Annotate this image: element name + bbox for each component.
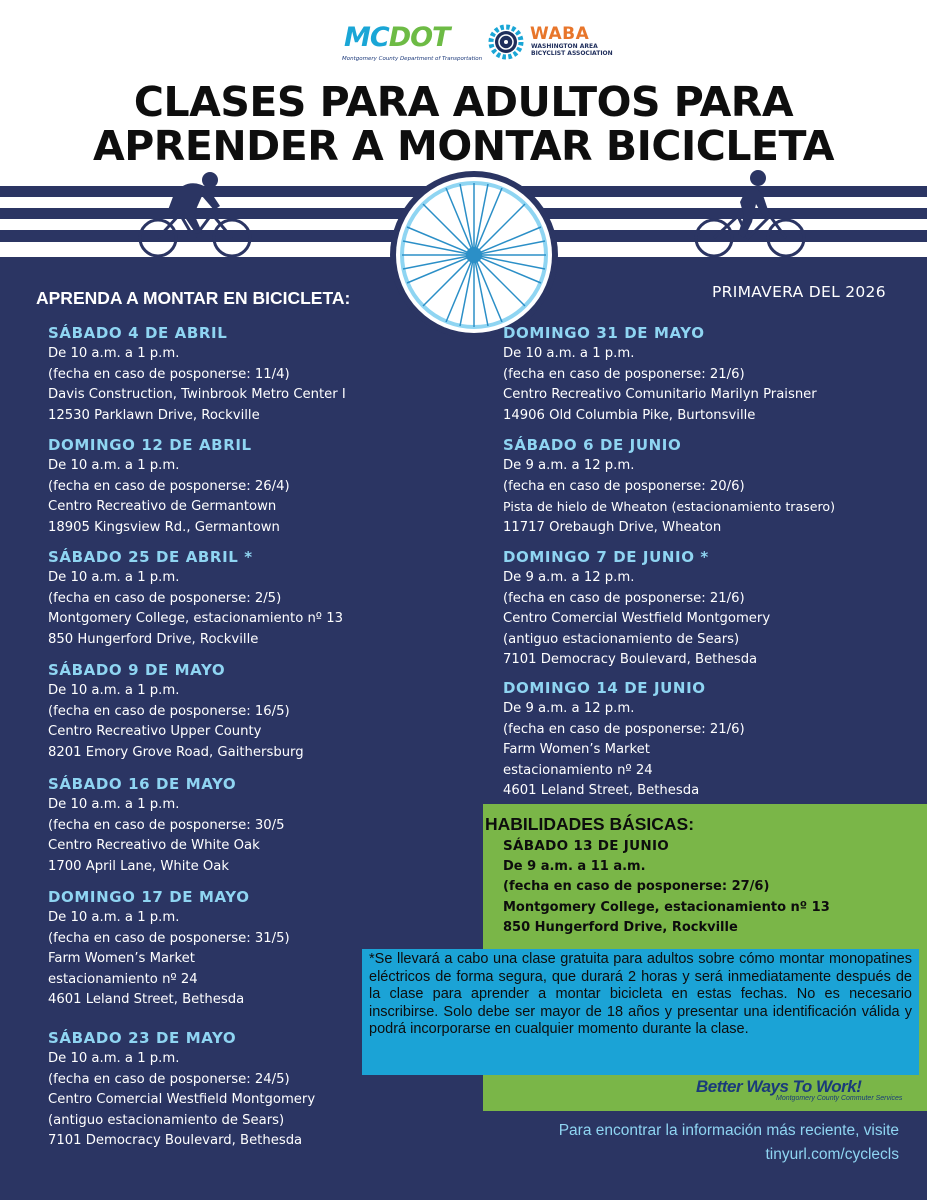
event-left-2: DOMINGO 12 DE ABRIL De 10 a.m. a 1 p.m. (fecha en caso de posponerse: 26/4) Centro Recreativo de Germantown 18905 Kingsview Rd., Germantown bbox=[48, 436, 290, 535]
section-heading: APRENDA A MONTAR EN BICICLETA: bbox=[36, 288, 351, 308]
cyclist-right-icon bbox=[692, 166, 810, 258]
event-left-7: SÁBADO 23 DE MAYO De 10 a.m. a 1 p.m. (fecha en caso de posponerse: 24/5) Centro Comercial Westfield Montgomery (antiguo estacionamiento de Sears) 7101 Democracy Boulevard, Bethesda bbox=[48, 1029, 316, 1148]
footer-text: Para encontrar la información más reciente, visite bbox=[558, 1122, 899, 1139]
better-ways-to-work-logo: Better Ways To Work! Montgomery County Commuter Services bbox=[696, 1077, 903, 1102]
waba-subtitle: WASHINGTON AREA BICYCLIST ASSOCIATION bbox=[531, 43, 613, 57]
cyclist-left-icon bbox=[128, 166, 256, 258]
page-title: CLASES PARA ADULTOS PARA APRENDER A MONTAR BICICLETA bbox=[93, 78, 834, 170]
mcdot-logo: MCDOT bbox=[344, 22, 450, 53]
bicycle-wheel-icon bbox=[386, 167, 562, 343]
season-label: PRIMAVERA DEL 2026 bbox=[712, 283, 886, 301]
event-right-3: DOMINGO 7 DE JUNIO * De 9 a.m. a 12 p.m. (fecha en caso de posponerse: 21/6) Centro Comercial Westfield Montgomery (antiguo estacionamiento de Sears) 7101 Democracy Boulevard, Bethesda bbox=[503, 548, 771, 667]
event-right-1: DOMINGO 31 DE MAYO De 10 a.m. a 1 p.m. (fecha en caso de posponerse: 21/6) Centro Recreativo Comunitario Marilyn Praisner 14906 Old Columbia Pike, Burtonsville bbox=[503, 324, 817, 423]
event-left-5: SÁBADO 16 DE MAYO De 10 a.m. a 1 p.m. (fecha en caso de posponerse: 30/5 Centro Recreativo de White Oak 1700 April Lane, White Oak bbox=[48, 775, 285, 874]
event-right-2: SÁBADO 6 DE JUNIO De 9 a.m. a 12 p.m. (fecha en caso de posponerse: 20/6) Pista de hielo de Wheaton (estacionamiento trasero) 11717 Orebaugh Drive, Wheaton bbox=[503, 436, 835, 535]
logo-bar bbox=[0, 18, 927, 68]
event-left-1: SÁBADO 4 DE ABRIL De 10 a.m. a 1 p.m. (fecha en caso de posponerse: 11/4) Davis Construction, Twinbrook Metro Center I 12530 Parklawn Drive, Rockville bbox=[48, 324, 346, 423]
basic-skills-event: SÁBADO 13 DE JUNIO De 9 a.m. a 11 a.m. (fecha en caso de posponerse: 27/6) Montgomery College, estacionamiento nº 13 850 Hungerford Drive, Rockville bbox=[503, 838, 830, 935]
event-left-3: SÁBADO 25 DE ABRIL * De 10 a.m. a 1 p.m. (fecha en caso de posponerse: 2/5) Montgomery College, estacionamiento nº 13 850 Hungerford Drive, Rockville bbox=[48, 548, 343, 647]
waba-logo: WABA bbox=[530, 24, 590, 44]
event-left-6: DOMINGO 17 DE MAYO De 10 a.m. a 1 p.m. (fecha en caso de posponerse: 31/5) Farm Women’s Market estacionamiento nº 24 4601 Leland Street, Bethesda bbox=[48, 888, 290, 1007]
event-right-4: DOMINGO 14 DE JUNIO De 9 a.m. a 12 p.m. (fecha en caso de posponerse: 21/6) Farm Women’s Market estacionamiento nº 24 4601 Leland Street, Bethesda bbox=[503, 679, 745, 798]
basic-skills-heading: HABILIDADES BÁSICAS: bbox=[485, 814, 695, 834]
footer-link[interactable]: tinyurl.com/cyclecls bbox=[765, 1146, 899, 1163]
scooter-class-note: *Se llevará a cabo una clase gratuita para adultos sobre cómo montar monopatines eléctricos de forma segura, que durará 2 horas y será inmediatamente después de la clase para aprender a montar bicicleta en estas fechas. No es necesario inscribirse. Solo debe ser mayor de 18 años y presentar una identificación válida y podrá incorporarse en cualquier momento durante la clase. bbox=[362, 949, 919, 1075]
mcdot-subtitle: Montgomery County Department of Transportation bbox=[342, 56, 483, 62]
event-left-4: SÁBADO 9 DE MAYO De 10 a.m. a 1 p.m. (fecha en caso de posponerse: 16/5) Centro Recreativo Upper County 8201 Emory Grove Road, Gaithersburg bbox=[48, 661, 304, 760]
waba-gear-icon bbox=[488, 24, 524, 60]
